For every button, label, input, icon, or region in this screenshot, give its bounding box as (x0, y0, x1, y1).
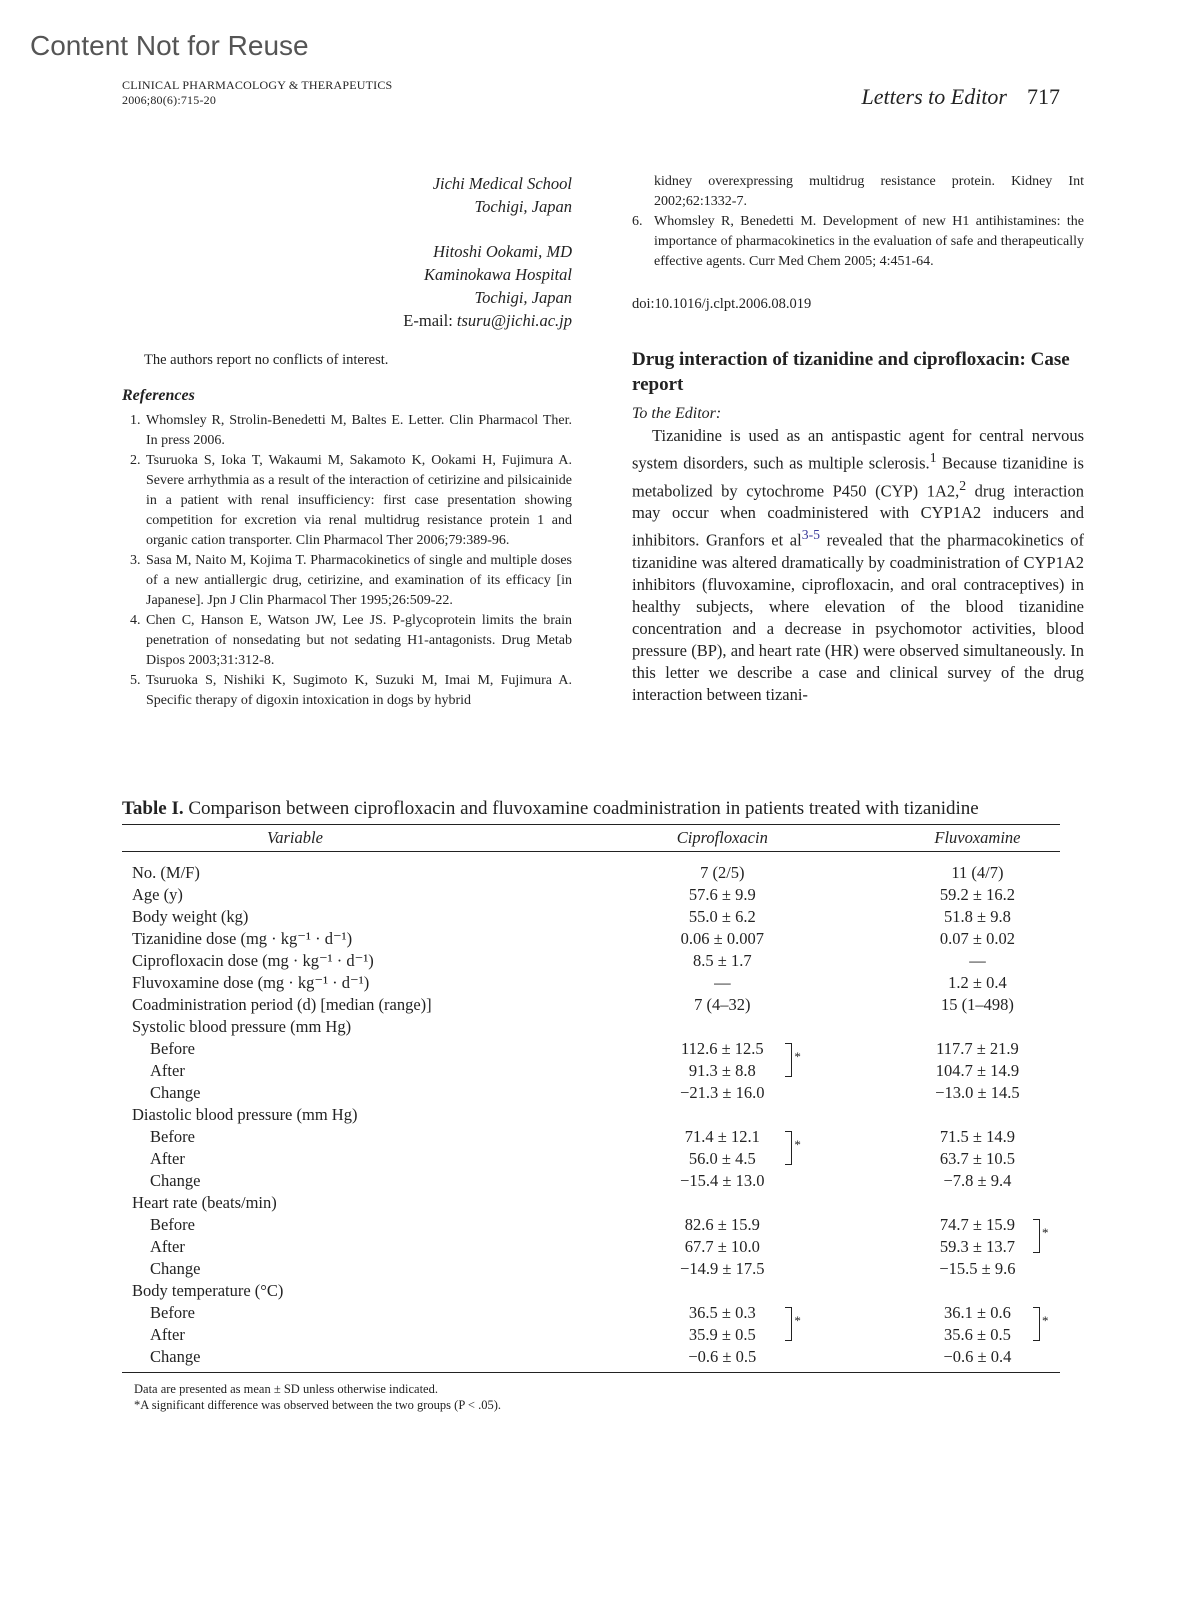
ciprofloxacin-value (610, 1302, 835, 1328)
cell-text: 35.6 ± 0.5 (944, 1325, 1011, 1344)
row-variable: Fluvoxamine dose (mg · kg⁻¹ · d⁻¹) (132, 973, 370, 992)
journal-name: CLINICAL PHARMACOLOGY & THERAPEUTICS (122, 78, 393, 92)
table-row (122, 1192, 1060, 1214)
fluvoxamine-value (835, 1236, 1060, 1258)
ciprofloxacin-value (610, 1060, 835, 1082)
table-1 (122, 798, 1060, 1413)
cell-text: −21.3 ± 16.0 (680, 1083, 765, 1102)
table-caption (122, 798, 1060, 820)
table-row (122, 1280, 1060, 1302)
ciprofloxacin-value (610, 1082, 835, 1104)
row-variable: Coadministration period (d) [median (range)] (132, 995, 432, 1014)
row-variable: Systolic blood pressure (mm Hg) (132, 1017, 352, 1036)
table-row (122, 1324, 1060, 1346)
cell-text: 11 (4/7) (951, 863, 1004, 882)
row-variable: After (150, 1061, 185, 1080)
cell-text: — (714, 973, 731, 992)
cell-text: 7 (2/5) (700, 863, 745, 882)
fluvoxamine-value (835, 1082, 1060, 1104)
institution-1-location: Tochigi, Japan (474, 197, 572, 216)
cell-text: 63.7 ± 10.5 (939, 1149, 1015, 1168)
row-variable: Ciprofloxacin dose (mg · kg⁻¹ · d⁻¹) (132, 951, 374, 970)
table-row (122, 1060, 1060, 1082)
table-row (122, 1258, 1060, 1280)
table-row (122, 1126, 1060, 1148)
table-row (122, 884, 1060, 906)
article-title: Drug interaction of tizanidine and ciprofloxacin: Case report (632, 349, 1070, 395)
header-variable: Variable (122, 825, 610, 852)
fluvoxamine-value (835, 1346, 1060, 1373)
cell-text: 67.7 ± 10.0 (684, 1237, 760, 1256)
cell-text: 35.9 ± 0.5 (688, 1325, 756, 1344)
cell-text: 36.5 ± 0.3 (688, 1303, 756, 1322)
table-row (122, 852, 1060, 885)
cell-text: 74.7 ± 15.9 (939, 1215, 1015, 1234)
fluvoxamine-value (835, 1148, 1060, 1170)
left-column (122, 172, 572, 711)
table-row (122, 994, 1060, 1016)
row-variable: Before (150, 1303, 195, 1322)
row-variable: No. (M/F) (132, 863, 200, 882)
email-label: E-mail: (403, 311, 453, 330)
cell-text: 91.3 ± 8.8 (688, 1061, 756, 1080)
institution-1: Jichi Medical School (432, 174, 572, 193)
ciprofloxacin-value (610, 1346, 835, 1373)
fluvoxamine-value (835, 972, 1060, 994)
reference-6-text: Whomsley R, Benedetti M. Development of new H1 antihistamines: the importance of pharmacokinetics in the evaluation of safe and therapeutically effective agents. Curr Med Chem 2005; 4:451-64. (654, 214, 1084, 269)
fluvoxamine-value (835, 994, 1060, 1016)
cell-text: 8.5 ± 1.7 (693, 951, 752, 970)
body-text-4: revealed that the pharmacokinetics of tizanidine was altered dramatically by coadministration of CYP1A2 inhibitors (fluvoxamine, ciprofloxacin, and oral contraceptives) in healthy subjects, where elevation of the blood tizanidine concentration and a decrease in psychomotor activities, blood pressure (BP), and heart rate (HR) were observed simultaneously. In this letter we describe a case and clinical survey of the drug interaction between tizani- (632, 530, 1084, 704)
cell-text: 57.6 ± 9.9 (688, 885, 756, 904)
citation-2[interactable]: 2 (959, 477, 967, 493)
cell-text: — (969, 951, 986, 970)
article-body (632, 425, 1084, 706)
table-header-row (122, 825, 1060, 852)
row-variable: Body weight (kg) (132, 907, 249, 926)
cell-text: −0.6 ± 0.5 (688, 1347, 757, 1366)
salutation: To the Editor: (632, 405, 722, 422)
cell-text: 71.5 ± 14.9 (939, 1127, 1015, 1146)
cell-text: −15.4 ± 13.0 (680, 1171, 765, 1190)
table-row (122, 1302, 1060, 1324)
row-variable: Age (y) (132, 885, 183, 904)
table-label: Table I. (122, 798, 184, 819)
institution-2-location: Tochigi, Japan (474, 288, 572, 307)
ciprofloxacin-value (610, 884, 835, 906)
table-row (122, 928, 1060, 950)
fluvoxamine-value (835, 906, 1060, 928)
fluvoxamine-value (835, 1192, 1060, 1214)
cell-text: 112.6 ± 12.5 (680, 1039, 764, 1058)
journal-volume: 2006;80(6):715-20 (122, 93, 217, 107)
citation-1[interactable]: 1 (929, 450, 937, 465)
fluvoxamine-value (835, 1258, 1060, 1280)
ciprofloxacin-value (610, 950, 835, 972)
author-2: Hitoshi Ookami, MD (433, 242, 572, 261)
affiliations (122, 172, 572, 332)
reference-5-continued: kidney overexpressing multidrug resistance protein. Kidney Int 2002;62:1332-7. (654, 174, 1084, 209)
comparison-table (122, 824, 1060, 1373)
fluvoxamine-value (835, 1038, 1060, 1060)
cell-text: 59.3 ± 13.7 (939, 1237, 1015, 1256)
watermark: Content Not for Reuse (30, 30, 309, 61)
cell-text: −14.9 ± 17.5 (680, 1259, 765, 1278)
significance-star: * (1041, 1313, 1049, 1328)
reference-4: 4. Chen C, Hanson E, Watson JW, Lee JS. P-glycoprotein limits the brain penetration of nonsedating but not sedating H1-antagonists. Drug Metab Dispos 2003;31:312-8. (144, 611, 572, 671)
row-variable: Before (150, 1215, 195, 1234)
cell-text: 0.07 ± 0.02 (939, 929, 1015, 948)
citation-3-5[interactable]: 3-5 (801, 527, 821, 542)
ciprofloxacin-value (610, 994, 835, 1016)
page-number: 717 (1027, 84, 1060, 109)
fluvoxamine-value (835, 928, 1060, 950)
header-fluvoxamine: Fluvoxamine (835, 825, 1060, 852)
row-variable: After (150, 1325, 185, 1344)
fluvoxamine-value (835, 1280, 1060, 1302)
row-variable: Tizanidine dose (mg · kg⁻¹ · d⁻¹) (132, 929, 353, 948)
significance-star: * (1041, 1225, 1049, 1240)
ciprofloxacin-value (610, 1214, 835, 1236)
ciprofloxacin-value (610, 1258, 835, 1280)
cell-text: 56.0 ± 4.5 (688, 1149, 756, 1168)
significance-star: * (794, 1137, 801, 1152)
cell-text: 1.2 ± 0.4 (948, 973, 1007, 992)
cell-text: 82.6 ± 15.9 (684, 1215, 760, 1234)
table-row (122, 1170, 1060, 1192)
table-row (122, 1104, 1060, 1126)
ciprofloxacin-value (610, 1148, 835, 1170)
reference-3: 3. Sasa M, Naito M, Kojima T. Pharmacokinetics of single and multiple doses of a new antiallergic drug, cetirizine, and examination of its efficacy [in Japanese]. Jpn J Clin Pharmacol Ther 1995;26:509-22. (144, 551, 572, 611)
table-note-1: Data are presented as mean ± SD unless otherwise indicated. (134, 1382, 438, 1396)
cell-text: 55.0 ± 6.2 (688, 907, 756, 926)
cell-text: 71.4 ± 12.1 (684, 1127, 760, 1146)
ciprofloxacin-value (610, 1324, 835, 1346)
cell-text: 51.8 ± 9.8 (944, 907, 1011, 926)
fluvoxamine-value (835, 1060, 1060, 1082)
fluvoxamine-value (835, 1214, 1060, 1240)
cell-text: 36.1 ± 0.6 (944, 1303, 1011, 1322)
row-variable: Before (150, 1039, 195, 1058)
institution-2: Kaminokawa Hospital (423, 265, 572, 284)
ciprofloxacin-value (610, 1016, 835, 1038)
table-row (122, 1148, 1060, 1170)
table-row (122, 1214, 1060, 1236)
fluvoxamine-value (835, 1170, 1060, 1192)
section-title: Letters to Editor (861, 84, 1007, 109)
cell-text: 15 (1–498) (941, 995, 1014, 1014)
cell-text: −15.5 ± 9.6 (939, 1259, 1016, 1278)
cell-text: 117.7 ± 21.9 (936, 1039, 1019, 1058)
cell-text: −13.0 ± 14.5 (935, 1083, 1020, 1102)
row-variable: Diastolic blood pressure (mm Hg) (132, 1105, 358, 1124)
body-text-1: Tizanidine is used as an antispastic agent for central nervous system disorders, such as multiple sclerosis. (632, 426, 1084, 473)
row-variable: Change (150, 1083, 201, 1102)
cell-text: −0.6 ± 0.4 (943, 1347, 1012, 1366)
conflict-statement: The authors report no conflicts of interest. (144, 352, 389, 368)
cell-text: 7 (4–32) (694, 995, 751, 1014)
significance-star: * (794, 1049, 801, 1064)
email-address[interactable]: tsuru@jichi.ac.jp (456, 311, 572, 330)
table-row (122, 972, 1060, 994)
table-notes (122, 1381, 1060, 1413)
body-text-3: drug interaction may occur when coadministered with CYP1A2 inducers and inhibitors. Granfors et al (632, 481, 1084, 550)
fluvoxamine-value (835, 852, 1060, 885)
ciprofloxacin-value (610, 1192, 835, 1214)
reference-list (122, 411, 572, 711)
table-note-2: *A significant difference was observed between the two groups (P < .05). (134, 1398, 502, 1412)
ciprofloxacin-value (610, 906, 835, 928)
row-variable: Change (150, 1171, 201, 1190)
body-text-2: Because tizanidine is metabolized by cytochrome P450 (CYP) 1A2, (632, 453, 1084, 500)
ciprofloxacin-value (610, 1236, 835, 1258)
reference-6 (632, 212, 1084, 272)
ciprofloxacin-value (610, 1104, 835, 1126)
table-row (122, 1346, 1060, 1373)
significance-star: * (794, 1313, 801, 1328)
fluvoxamine-value (835, 1104, 1060, 1126)
journal-header (122, 78, 392, 108)
ciprofloxacin-value (610, 1038, 835, 1064)
cell-text: −7.8 ± 9.4 (943, 1171, 1012, 1190)
row-variable: Change (122, 1346, 610, 1373)
reference-1: 1. Whomsley R, Strolin-Benedetti M, Baltes E. Letter. Clin Pharmacol Ther. In press 2006. (144, 411, 572, 451)
fluvoxamine-value (835, 1324, 1060, 1346)
table-row (122, 1236, 1060, 1258)
ciprofloxacin-value (610, 1170, 835, 1192)
references-heading: References (122, 387, 195, 404)
table-caption-text: Comparison between ciprofloxacin and fluvoxamine coadministration in patients treated with tizanidine (188, 798, 979, 819)
ciprofloxacin-value (610, 852, 835, 885)
running-head (862, 84, 1060, 110)
table-row (122, 1038, 1060, 1060)
fluvoxamine-value (835, 950, 1060, 972)
table-row (122, 1082, 1060, 1104)
header-ciprofloxacin: Ciprofloxacin (610, 825, 835, 852)
fluvoxamine-value (835, 1126, 1060, 1148)
row-variable: Body temperature (°C) (132, 1281, 284, 1300)
table-row (122, 1016, 1060, 1038)
cell-text: 59.2 ± 16.2 (939, 885, 1015, 904)
cell-text: 104.7 ± 14.9 (935, 1061, 1020, 1080)
row-variable: Before (150, 1127, 195, 1146)
ciprofloxacin-value (610, 928, 835, 950)
reference-2: 2. Tsuruoka S, Ioka T, Wakaumi M, Sakamoto K, Ookami H, Fujimura A. Severe arrhythmia as a result of the interaction of cetirizine and pilsicainide in a patient with renal insufficiency: first case presentation showing competition for excretion via renal multidrug resistance protein 1 and organic cation transporter. Clin Pharmacol Ther 2006;79:389-96. (144, 451, 572, 551)
reference-6-number: 6. (632, 214, 643, 229)
fluvoxamine-value (835, 884, 1060, 906)
email-line (122, 309, 572, 332)
table-row (122, 906, 1060, 928)
row-variable: After (150, 1149, 185, 1168)
right-column (632, 172, 1084, 706)
row-variable: After (150, 1237, 185, 1256)
fluvoxamine-value (835, 1016, 1060, 1038)
reference-5: 5. Tsuruoka S, Nishiki K, Sugimoto K, Suzuki M, Imai M, Fujimura A. Specific therapy of digoxin intoxication in dogs by hybrid (144, 671, 572, 711)
ciprofloxacin-value (610, 1126, 835, 1152)
doi[interactable]: doi:10.1016/j.clpt.2006.08.019 (632, 296, 812, 312)
table-row (122, 950, 1060, 972)
row-variable: Change (150, 1259, 201, 1278)
fluvoxamine-value (835, 1302, 1060, 1328)
ciprofloxacin-value (610, 972, 835, 994)
cell-text: 0.06 ± 0.007 (680, 929, 764, 948)
row-variable: Heart rate (beats/min) (132, 1193, 277, 1212)
ciprofloxacin-value (610, 1280, 835, 1302)
